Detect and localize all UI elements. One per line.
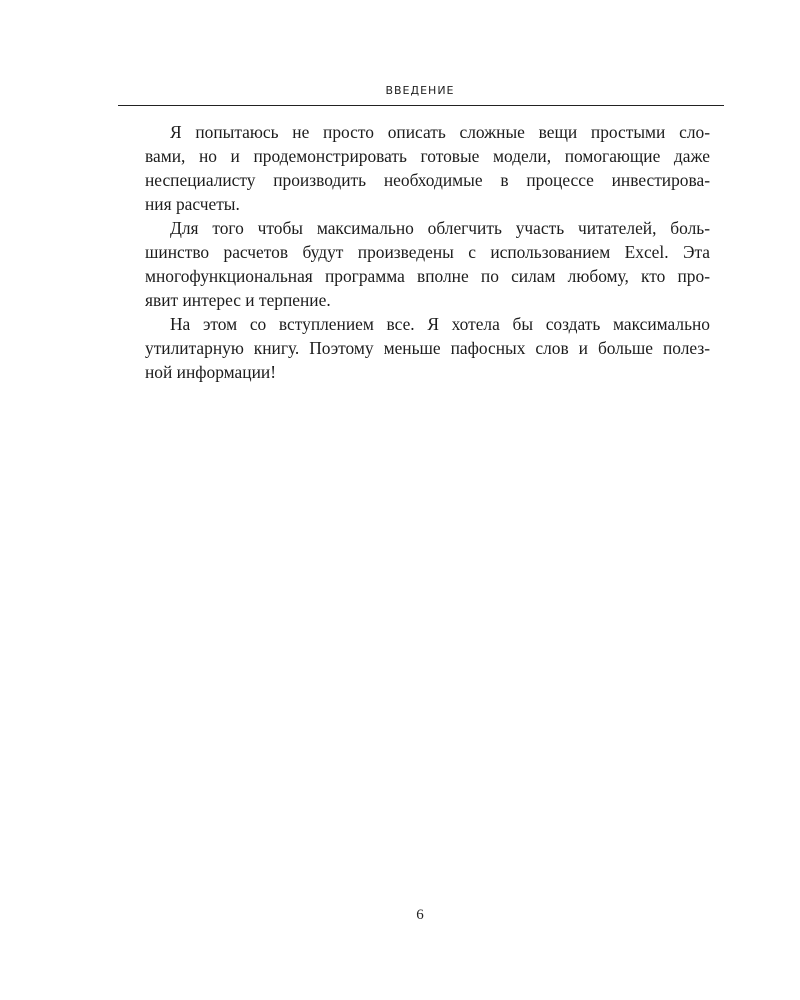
paragraph-3 bbox=[145, 312, 710, 384]
body-text bbox=[145, 120, 710, 384]
text-line: вами, но и продемонстрировать готовые модели, помогающие даже bbox=[145, 146, 710, 166]
text-line: многофункциональная программа вполне по силам любому, кто про- bbox=[145, 266, 710, 286]
header-rule bbox=[118, 105, 724, 106]
paragraph-1 bbox=[145, 120, 710, 216]
text-line: неспециалисту производить необходимые в процессе инвестирова- bbox=[145, 170, 710, 190]
text-line: На этом со вступлением все. Я хотела бы создать максимально bbox=[170, 314, 710, 334]
text-line: ния расчеты. bbox=[145, 194, 240, 214]
text-line: Для того чтобы максимально облегчить участь читателей, боль- bbox=[170, 218, 710, 238]
paragraph-2 bbox=[145, 216, 710, 312]
running-header: ВВЕДЕНИЕ bbox=[385, 84, 455, 97]
text-line: ной информации! bbox=[145, 362, 276, 382]
text-line: явит интерес и терпение. bbox=[145, 290, 331, 310]
text-line: шинство расчетов будут произведены с использованием Excel. Эта bbox=[145, 242, 710, 262]
page-number: 6 bbox=[416, 907, 424, 923]
text-line: Я попытаюсь не просто описать сложные вещи простыми сло- bbox=[170, 122, 710, 142]
text-line: утилитарную книгу. Поэтому меньше пафосных слов и больше полез- bbox=[145, 338, 710, 358]
